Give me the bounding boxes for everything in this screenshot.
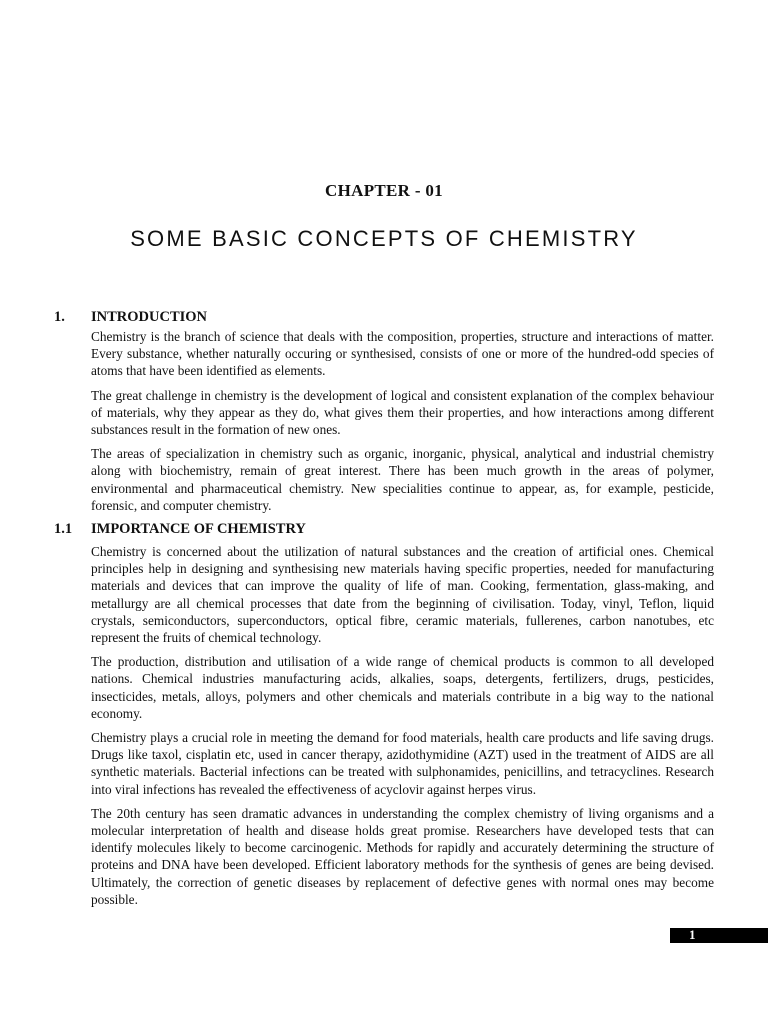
section-number: 1.1 bbox=[54, 521, 73, 538]
paragraph: The 20th century has seen dramatic advances in understanding the complex chemistry of living organisms and a molecular interpretation of health and disease holds great promise. Researchers have developed tests that can identify molecules likely to become carcinogenic. Methods for rapidly and accurately determining the structure of proteins and DNA have been developed. Efficient laboratory methods for the synthesis of genes are being devised. Ultimately, the correction of genetic diseases by replacement of defective genes with normal ones may become possible. bbox=[91, 805, 714, 907]
section-number: 1. bbox=[54, 309, 65, 325]
paragraph: The production, distribution and utilisation of a wide range of chemical products is common to all developed nations. Chemical industries manufacturing acids, alkalies, soaps, detergents, fertilizers, drugs, pesticides, insecticides, metals, alloys, polymers and other chemicals and materials contribute in a big way to the national economy. bbox=[91, 654, 714, 721]
section-heading bbox=[54, 309, 714, 326]
chapter-title: SOME BASIC CONCEPTS OF CHEMISTRY bbox=[130, 226, 638, 251]
page-number-bar bbox=[670, 928, 768, 943]
paragraph: Chemistry plays a crucial role in meeting the demand for food materials, health care products and life saving drugs. Drugs like taxol, cisplatin etc, used in cancer therapy, azidothymidine (AZT) used in the treatment of AIDS are all synthetic materials. Bacterial infections can be treated with sulphonamides, penicillins, and tetracyclines. Research into viral infections has revealed the effectiveness of acyclovir against herpes virus. bbox=[91, 730, 714, 797]
section-importance-of-chemistry bbox=[54, 521, 714, 908]
chapter-label: CHAPTER - 01 bbox=[325, 181, 443, 200]
section-title: INTRODUCTION bbox=[91, 309, 208, 325]
page-content bbox=[54, 309, 714, 915]
paragraph: The great challenge in chemistry is the development of logical and consistent explanation of the complex behaviour of materials, why they appear as they do, what gives them their properties, and how interactions among different substances result in the formation of new ones. bbox=[91, 387, 714, 438]
section-heading bbox=[54, 521, 714, 538]
section-introduction bbox=[54, 309, 714, 514]
paragraph: Chemistry is concerned about the utilization of natural substances and the creation of artificial ones. Chemical principles help in designing and synthesising new materials having specific properties, needed for manufacturing materials and devices that can improve the quality of life of man. Cooking, fermentation, glass-making, and metallurgy are all chemical processes that date from the beginning of civilisation. Today, vinyl, Teflon, liquid crystals, semiconductors, superconductors, optical fibre, ceramic materials, fullerenes, carbon nanotubes, etc represent the fruits of chemical technology. bbox=[91, 544, 714, 646]
paragraph: The areas of specialization in chemistry such as organic, inorganic, physical, analytical and industrial chemistry along with biochemistry, remain of great interest. There has been much growth in the areas of polymer, environmental and pharmaceutical chemistry. New specialities continue to appear, as, for example, pesticide, forensic, and computer chemistry. bbox=[91, 446, 714, 513]
paragraph: Chemistry is the branch of science that deals with the composition, properties, structure and interactions of matter. Every substance, whether naturally occuring or synthesised, consists of one or more of the hundred-odd species of atoms that have been identified as elements. bbox=[91, 329, 714, 379]
section-title: IMPORTANCE OF CHEMISTRY bbox=[91, 521, 306, 538]
page-number: 1 bbox=[689, 927, 696, 942]
